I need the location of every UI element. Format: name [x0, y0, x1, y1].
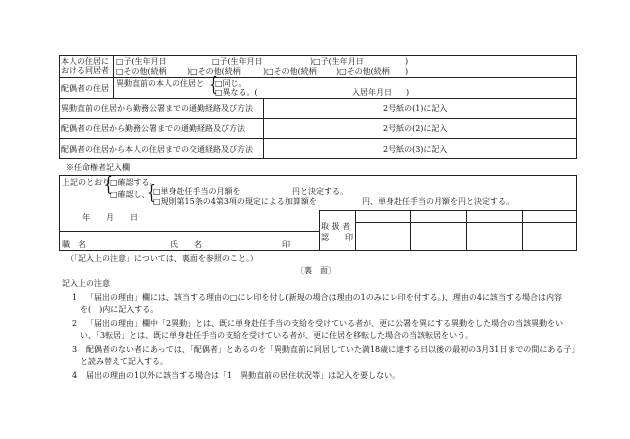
- monthly-amount-checkbox[interactable]: □単身赴任手当の月額を: [153, 187, 241, 196]
- seal-label: 印: [282, 240, 290, 249]
- cohabitant-child-1: □子(生年月日: [116, 57, 167, 66]
- spouse-move-date-close: ): [406, 88, 410, 97]
- commute-row-label: 配偶者の住居から本人の住居までの交通経路及び方法: [61, 145, 253, 154]
- note-number: 4: [72, 371, 78, 380]
- spouse-residence-label: 配偶者の住居: [61, 84, 109, 93]
- spouse-same-checkbox[interactable]: □同じ。: [215, 79, 247, 88]
- note-line: 配偶者のない者にあっては、「配偶者」とあるのを「異動直前に同居していた満18歳に達する日以後の最初の3月31日までの間にある子」: [86, 345, 580, 354]
- additional-amount-checkbox[interactable]: □規則第15条の4第3項の規定による加算額を: [153, 197, 317, 206]
- approver-label-1: 取 扱 者: [321, 222, 351, 231]
- spouse-residence-question: 異動直前の本人の住居と: [116, 79, 204, 88]
- cohabitant-other-3: )□その他(続柄: [263, 67, 317, 76]
- note-number: 1: [72, 293, 78, 302]
- approver-label-2: 認 印: [321, 233, 353, 242]
- additional-amount-suffix: 円と決定する。: [458, 197, 514, 206]
- cohabitant-label-line2: おける同居者: [61, 66, 109, 75]
- commute-row-value: 2号紙の(2)に記入: [383, 124, 448, 133]
- job-title-label: 職 名: [62, 240, 86, 249]
- commute-row-value: 2号紙の(3)に記入: [383, 145, 448, 154]
- note-number: 3: [72, 345, 78, 354]
- brace-icon: {: [147, 181, 156, 205]
- authority-date: 年 月 日: [82, 213, 138, 222]
- cohabitant-other-4: )□その他(続柄: [336, 67, 390, 76]
- cohabitant-child-2: □子(生年月日: [212, 57, 263, 66]
- authority-intro: 上記のとおり: [62, 178, 110, 187]
- monthly-amount-suffix: 円と決定する。: [292, 187, 348, 196]
- note-line: 「届出の理由」欄には、該当する理由の□にレ印を付し(新規の場合は理由の1のみにレ印を付する。)、理由の4に該当する場合は内容: [86, 293, 562, 302]
- additional-amount-mid: 円、単身赴任手当の月額を: [362, 197, 458, 206]
- note-line: を( )内に記入する。: [80, 305, 159, 314]
- authority-heading: ※任命権者記入欄: [66, 163, 130, 172]
- note-line: い、「3転居」とは、既に単身赴任手当の支給を受けている者が、更に住居を移転した場合の当該転居をいう。: [80, 331, 474, 340]
- cohabitant-child-3: )□子(生年月日: [310, 57, 364, 66]
- name-label: 氏 名: [170, 240, 202, 249]
- spouse-move-date: 入居年月日: [352, 88, 392, 97]
- back-title: 〔裏 面〕: [296, 266, 336, 275]
- note-reference: （「記入上の注意」については、裏面を参照のこと。）: [66, 254, 258, 263]
- commute-row-label: 異動直前の住居から勤務公署までの通勤経路及び方法: [61, 104, 253, 113]
- note-number: 2: [72, 319, 78, 328]
- cohabitant-label-line1: 本人の住居に: [61, 57, 109, 66]
- commute-row-label: 配偶者の住居から勤務公署までの通勤経路及び方法: [61, 124, 245, 133]
- brace-icon: {: [209, 73, 218, 97]
- cohabitant-other-2: )□その他(続柄: [187, 67, 241, 76]
- spouse-different-checkbox[interactable]: □異なる。(: [215, 88, 258, 97]
- note-line: と読み替えて記入する。: [80, 357, 168, 366]
- cohabitant-other-close: ): [405, 67, 409, 76]
- note-line: 届出の理由の1以外に該当する場合は「1 異動直前の居住状況等」は記入を要しない。: [86, 371, 401, 380]
- brace-icon: {: [104, 173, 113, 197]
- notes-heading: 記入上の注意: [62, 279, 110, 288]
- confirm-checkbox[interactable]: □確認する。: [110, 178, 158, 187]
- note-line: 「届出の理由」欄中「2異動」とは、既に単身赴任手当の支給を受けている者が、更に公署を異にする異動をした場合の当該異動をい: [86, 319, 564, 328]
- commute-row-value: 2号紙の(1)に記入: [383, 104, 448, 113]
- confirm-and-checkbox[interactable]: □確認し、: [110, 190, 150, 199]
- cohabitant-other-1: □その他(続柄: [116, 67, 167, 76]
- cohabitant-child-close: ): [405, 57, 409, 66]
